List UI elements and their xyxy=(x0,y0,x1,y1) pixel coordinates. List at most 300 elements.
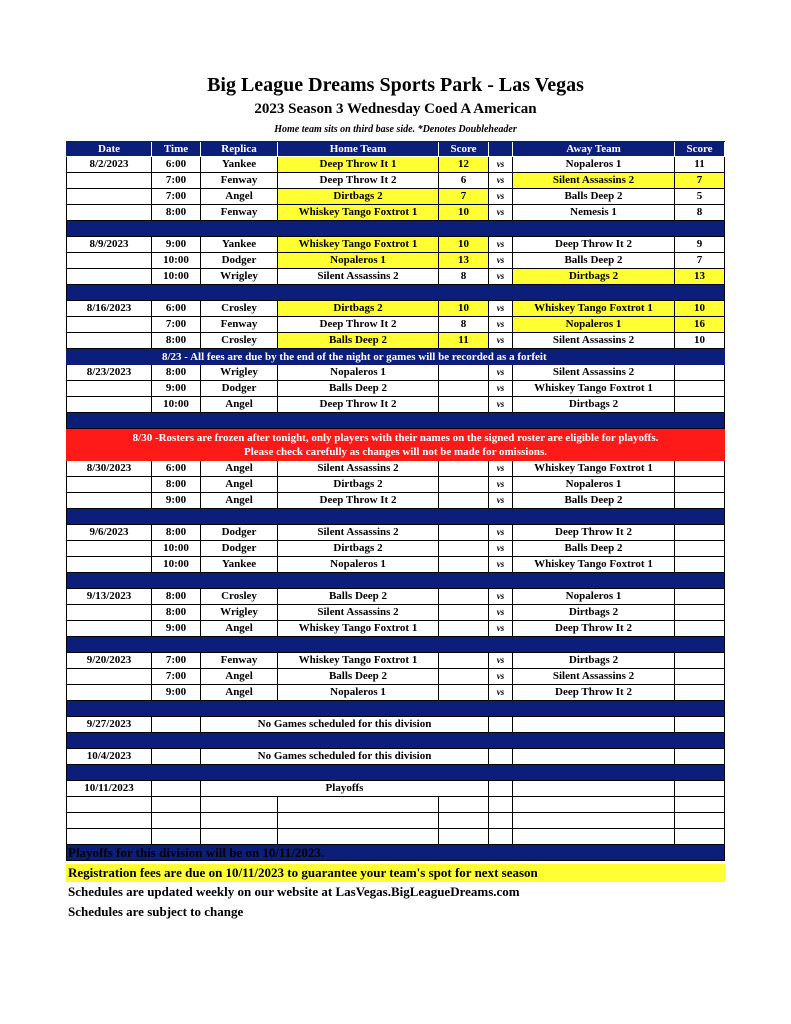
game-time xyxy=(152,781,201,797)
game-field: Crosley xyxy=(201,333,278,349)
vs-label: vs xyxy=(489,381,513,397)
game-date: 9/27/2023 xyxy=(66,717,152,733)
column-header: Home Team xyxy=(278,142,439,157)
away-score xyxy=(675,381,725,397)
week-separator xyxy=(66,637,725,653)
game-time: 7:00 xyxy=(152,669,201,685)
game-field: Angel xyxy=(201,669,278,685)
away-score xyxy=(675,653,725,669)
empty-cell xyxy=(513,829,675,845)
empty-cell xyxy=(66,829,152,845)
column-header xyxy=(489,142,513,157)
empty-row xyxy=(66,813,725,829)
game-date xyxy=(66,253,152,269)
merged-note: No Games scheduled for this division xyxy=(201,717,489,733)
game-field: Angel xyxy=(201,621,278,637)
vs-label: vs xyxy=(489,189,513,205)
home-score: 10 xyxy=(439,301,489,317)
home-score: 13 xyxy=(439,253,489,269)
away-score xyxy=(675,397,725,413)
away-team xyxy=(513,717,675,733)
home-score xyxy=(439,525,489,541)
away-team: Balls Deep 2 xyxy=(513,189,675,205)
game-date: 8/23/2023 xyxy=(66,365,152,381)
empty-cell xyxy=(489,829,513,845)
table-header-row xyxy=(66,141,725,157)
away-score: 13 xyxy=(675,269,725,285)
game-date: 9/6/2023 xyxy=(66,525,152,541)
home-team: Dirtbags 2 xyxy=(278,301,439,317)
game-row xyxy=(66,621,725,637)
game-date xyxy=(66,541,152,557)
vs-label: vs xyxy=(489,205,513,221)
vs-label: vs xyxy=(489,397,513,413)
schedule-table xyxy=(66,141,725,861)
home-score xyxy=(439,621,489,637)
home-score: 6 xyxy=(439,173,489,189)
home-score: 11 xyxy=(439,333,489,349)
schedule-note: Home team sits on third base side. *Denotes Doubleheader xyxy=(274,124,517,135)
game-field: Fenway xyxy=(201,205,278,221)
footer-playoffs-note: Playoffs for this division will be on 10/11/2023. xyxy=(68,845,325,860)
game-field: Crosley xyxy=(201,301,278,317)
roster-freeze-banner xyxy=(66,429,725,461)
vs-label: vs xyxy=(489,269,513,285)
vs-label: vs xyxy=(489,493,513,509)
vs-label: vs xyxy=(489,173,513,189)
column-header: Time xyxy=(152,142,201,157)
game-date: 9/20/2023 xyxy=(66,653,152,669)
game-time: 6:00 xyxy=(152,157,201,173)
game-field: Angel xyxy=(201,685,278,701)
empty-cell xyxy=(201,797,278,813)
empty-cell xyxy=(489,813,513,829)
vs-label: vs xyxy=(489,157,513,173)
game-date xyxy=(66,189,152,205)
game-row xyxy=(66,333,725,349)
no-games-row xyxy=(66,781,725,797)
vs-label xyxy=(489,781,513,797)
game-row xyxy=(66,173,725,189)
away-score xyxy=(675,365,725,381)
vs-label: vs xyxy=(489,301,513,317)
empty-cell xyxy=(439,797,489,813)
game-row xyxy=(66,541,725,557)
game-field: Angel xyxy=(201,477,278,493)
column-header: Replica xyxy=(201,142,278,157)
vs-label: vs xyxy=(489,461,513,477)
away-score: 8 xyxy=(675,205,725,221)
away-score xyxy=(675,605,725,621)
game-date xyxy=(66,317,152,333)
footer-website-note: Schedules are updated weekly on our website at LasVegas.BigLeagueDreams.com xyxy=(68,884,520,899)
away-team: Nemesis 1 xyxy=(513,205,675,221)
empty-cell xyxy=(675,797,725,813)
away-team: Nopaleros 1 xyxy=(513,589,675,605)
away-score xyxy=(675,477,725,493)
home-team: Silent Assassins 2 xyxy=(278,525,439,541)
away-team xyxy=(513,749,675,765)
home-score xyxy=(439,397,489,413)
week-separator xyxy=(66,509,725,525)
game-time: 9:00 xyxy=(152,237,201,253)
home-score xyxy=(439,461,489,477)
away-team: Dirtbags 2 xyxy=(513,653,675,669)
away-team: Deep Throw It 2 xyxy=(513,525,675,541)
away-team: Balls Deep 2 xyxy=(513,253,675,269)
home-team: Deep Throw It 2 xyxy=(278,493,439,509)
week-separator xyxy=(66,765,725,781)
away-team: Whiskey Tango Foxtrot 1 xyxy=(513,557,675,573)
home-team: Whiskey Tango Foxtrot 1 xyxy=(278,621,439,637)
home-team: Nopaleros 1 xyxy=(278,253,439,269)
game-field: Crosley xyxy=(201,589,278,605)
away-score xyxy=(675,461,725,477)
home-team: Deep Throw It 2 xyxy=(278,317,439,333)
home-team: Balls Deep 2 xyxy=(278,333,439,349)
roster-freeze-line: Please check carefully as changes will not be made for omissions. xyxy=(244,446,547,458)
home-team: Whiskey Tango Foxtrot 1 xyxy=(278,237,439,253)
week-separator xyxy=(66,285,725,301)
game-time: 8:00 xyxy=(152,365,201,381)
away-team xyxy=(513,781,675,797)
vs-label: vs xyxy=(489,253,513,269)
game-row xyxy=(66,237,725,253)
game-date xyxy=(66,685,152,701)
away-team: Whiskey Tango Foxtrot 1 xyxy=(513,381,675,397)
fee-notice-banner: 8/23 - All fees are due by the end of the night or games will be recorded as a forfeit xyxy=(66,349,725,365)
game-time: 6:00 xyxy=(152,461,201,477)
footer-registration-note: Registration fees are due on 10/11/2023 to guarantee your team's spot for next season xyxy=(66,864,725,882)
away-team: Dirtbags 2 xyxy=(513,397,675,413)
away-score xyxy=(675,749,725,765)
away-score xyxy=(675,525,725,541)
vs-label xyxy=(489,717,513,733)
home-score xyxy=(439,589,489,605)
game-row xyxy=(66,653,725,669)
home-team: Silent Assassins 2 xyxy=(278,461,439,477)
game-date: 9/13/2023 xyxy=(66,589,152,605)
vs-label: vs xyxy=(489,653,513,669)
vs-label: vs xyxy=(489,477,513,493)
empty-cell xyxy=(201,813,278,829)
game-field: Dodger xyxy=(201,381,278,397)
game-row xyxy=(66,557,725,573)
game-time: 10:00 xyxy=(152,557,201,573)
away-score: 9 xyxy=(675,237,725,253)
empty-cell xyxy=(278,813,439,829)
game-time: 10:00 xyxy=(152,541,201,557)
merged-note: Playoffs xyxy=(201,781,489,797)
footer-change-note: Schedules are subject to change xyxy=(68,904,244,919)
week-separator xyxy=(66,221,725,237)
game-time: 9:00 xyxy=(152,685,201,701)
vs-label: vs xyxy=(489,317,513,333)
game-time: 10:00 xyxy=(152,253,201,269)
game-date xyxy=(66,557,152,573)
vs-label: vs xyxy=(489,669,513,685)
empty-cell xyxy=(675,813,725,829)
game-row xyxy=(66,605,725,621)
home-team: Silent Assassins 2 xyxy=(278,605,439,621)
home-score xyxy=(439,605,489,621)
game-date xyxy=(66,669,152,685)
away-team: Silent Assassins 2 xyxy=(513,173,675,189)
away-team: Deep Throw It 2 xyxy=(513,237,675,253)
game-time xyxy=(152,717,201,733)
game-date: 8/30/2023 xyxy=(66,461,152,477)
vs-label: vs xyxy=(489,541,513,557)
game-date: 10/4/2023 xyxy=(66,749,152,765)
away-score: 16 xyxy=(675,317,725,333)
game-field: Yankee xyxy=(201,157,278,173)
vs-label xyxy=(489,749,513,765)
game-row xyxy=(66,589,725,605)
home-score xyxy=(439,477,489,493)
home-score xyxy=(439,653,489,669)
away-score: 5 xyxy=(675,189,725,205)
game-time xyxy=(152,749,201,765)
game-time: 6:00 xyxy=(152,301,201,317)
away-score xyxy=(675,717,725,733)
game-time: 7:00 xyxy=(152,653,201,669)
away-team: Silent Assassins 2 xyxy=(513,669,675,685)
game-field: Fenway xyxy=(201,173,278,189)
game-time: 7:00 xyxy=(152,173,201,189)
game-field: Wrigley xyxy=(201,365,278,381)
home-score: 7 xyxy=(439,189,489,205)
no-games-row xyxy=(66,717,725,733)
game-time: 8:00 xyxy=(152,525,201,541)
column-header: Score xyxy=(675,142,725,157)
game-row xyxy=(66,669,725,685)
empty-cell xyxy=(439,829,489,845)
away-score xyxy=(675,493,725,509)
game-row xyxy=(66,477,725,493)
home-team: Deep Throw It 2 xyxy=(278,173,439,189)
empty-cell xyxy=(152,797,201,813)
week-separator xyxy=(66,733,725,749)
game-time: 9:00 xyxy=(152,381,201,397)
away-score xyxy=(675,621,725,637)
away-score: 10 xyxy=(675,301,725,317)
vs-label: vs xyxy=(489,605,513,621)
game-time: 8:00 xyxy=(152,477,201,493)
game-row xyxy=(66,685,725,701)
vs-label: vs xyxy=(489,621,513,637)
game-time: 10:00 xyxy=(152,397,201,413)
game-date xyxy=(66,397,152,413)
game-time: 8:00 xyxy=(152,205,201,221)
empty-cell xyxy=(513,813,675,829)
away-team: Nopaleros 1 xyxy=(513,317,675,333)
game-date xyxy=(66,205,152,221)
game-date xyxy=(66,477,152,493)
game-date xyxy=(66,381,152,397)
away-team: Silent Assassins 2 xyxy=(513,333,675,349)
game-row xyxy=(66,189,725,205)
game-date: 8/9/2023 xyxy=(66,237,152,253)
away-score: 11 xyxy=(675,157,725,173)
game-date xyxy=(66,333,152,349)
away-score: 10 xyxy=(675,333,725,349)
vs-label: vs xyxy=(489,525,513,541)
game-row xyxy=(66,493,725,509)
empty-cell xyxy=(439,813,489,829)
game-date xyxy=(66,605,152,621)
home-team: Nopaleros 1 xyxy=(278,557,439,573)
game-row xyxy=(66,525,725,541)
home-team: Dirtbags 2 xyxy=(278,189,439,205)
empty-row xyxy=(66,829,725,845)
game-row xyxy=(66,269,725,285)
column-header: Away Team xyxy=(513,142,675,157)
away-score xyxy=(675,781,725,797)
game-field: Yankee xyxy=(201,237,278,253)
away-score xyxy=(675,589,725,605)
home-score: 8 xyxy=(439,269,489,285)
column-header: Date xyxy=(66,142,152,157)
home-score xyxy=(439,365,489,381)
empty-cell xyxy=(675,829,725,845)
game-date: 8/16/2023 xyxy=(66,301,152,317)
away-team: Nopaleros 1 xyxy=(513,477,675,493)
game-date: 8/2/2023 xyxy=(66,157,152,173)
empty-cell xyxy=(152,813,201,829)
away-score xyxy=(675,685,725,701)
empty-cell xyxy=(489,797,513,813)
home-team: Whiskey Tango Foxtrot 1 xyxy=(278,205,439,221)
game-field: Angel xyxy=(201,189,278,205)
week-separator xyxy=(66,413,725,429)
away-team: Balls Deep 2 xyxy=(513,493,675,509)
home-score xyxy=(439,493,489,509)
game-field: Wrigley xyxy=(201,269,278,285)
home-score: 12 xyxy=(439,157,489,173)
home-team: Dirtbags 2 xyxy=(278,541,439,557)
game-row xyxy=(66,461,725,477)
game-time: 8:00 xyxy=(152,605,201,621)
game-date: 10/11/2023 xyxy=(66,781,152,797)
home-team: Balls Deep 2 xyxy=(278,589,439,605)
home-score: 10 xyxy=(439,237,489,253)
home-team: Deep Throw It 1 xyxy=(278,157,439,173)
game-time: 9:00 xyxy=(152,493,201,509)
empty-cell xyxy=(66,797,152,813)
game-row xyxy=(66,397,725,413)
game-date xyxy=(66,493,152,509)
empty-cell xyxy=(513,797,675,813)
page-subtitle: 2023 Season 3 Wednesday Coed A American xyxy=(254,101,537,117)
game-field: Yankee xyxy=(201,557,278,573)
game-row xyxy=(66,381,725,397)
roster-freeze-line: 8/30 -Rosters are frozen after tonight, only players with their names on the signed roster are eligible for playoffs. xyxy=(132,432,659,444)
game-field: Fenway xyxy=(201,317,278,333)
home-team: Whiskey Tango Foxtrot 1 xyxy=(278,653,439,669)
away-score xyxy=(675,557,725,573)
game-field: Dodger xyxy=(201,541,278,557)
home-team: Balls Deep 2 xyxy=(278,381,439,397)
away-team: Deep Throw It 2 xyxy=(513,685,675,701)
home-score xyxy=(439,557,489,573)
away-team: Silent Assassins 2 xyxy=(513,365,675,381)
empty-cell xyxy=(152,829,201,845)
empty-cell xyxy=(278,829,439,845)
home-score xyxy=(439,541,489,557)
game-time: 8:00 xyxy=(152,589,201,605)
home-score: 10 xyxy=(439,205,489,221)
game-field: Dodger xyxy=(201,253,278,269)
home-team: Deep Throw It 2 xyxy=(278,397,439,413)
game-time: 9:00 xyxy=(152,621,201,637)
home-team: Dirtbags 2 xyxy=(278,477,439,493)
game-row xyxy=(66,317,725,333)
vs-label: vs xyxy=(489,237,513,253)
vs-label: vs xyxy=(489,365,513,381)
away-score: 7 xyxy=(675,173,725,189)
away-team: Whiskey Tango Foxtrot 1 xyxy=(513,301,675,317)
merged-note: No Games scheduled for this division xyxy=(201,749,489,765)
away-team: Whiskey Tango Foxtrot 1 xyxy=(513,461,675,477)
game-field: Angel xyxy=(201,493,278,509)
game-date xyxy=(66,621,152,637)
home-team: Nopaleros 1 xyxy=(278,365,439,381)
game-field: Angel xyxy=(201,397,278,413)
game-time: 8:00 xyxy=(152,333,201,349)
home-team: Silent Assassins 2 xyxy=(278,269,439,285)
away-team: Nopaleros 1 xyxy=(513,157,675,173)
page-title: Big League Dreams Sports Park - Las Vegas xyxy=(207,74,584,96)
away-team: Dirtbags 2 xyxy=(513,605,675,621)
empty-row xyxy=(66,797,725,813)
empty-cell xyxy=(278,797,439,813)
game-row xyxy=(66,205,725,221)
home-score: 8 xyxy=(439,317,489,333)
game-time: 7:00 xyxy=(152,317,201,333)
week-separator xyxy=(66,573,725,589)
empty-cell xyxy=(66,813,152,829)
game-date xyxy=(66,269,152,285)
game-field: Angel xyxy=(201,461,278,477)
vs-label: vs xyxy=(489,333,513,349)
game-time: 10:00 xyxy=(152,269,201,285)
game-row xyxy=(66,301,725,317)
away-score: 7 xyxy=(675,253,725,269)
week-separator xyxy=(66,701,725,717)
game-row xyxy=(66,365,725,381)
home-score xyxy=(439,685,489,701)
game-row xyxy=(66,253,725,269)
game-field: Dodger xyxy=(201,525,278,541)
no-games-row xyxy=(66,749,725,765)
away-team: Balls Deep 2 xyxy=(513,541,675,557)
home-score xyxy=(439,669,489,685)
away-score xyxy=(675,541,725,557)
away-score xyxy=(675,669,725,685)
game-field: Fenway xyxy=(201,653,278,669)
game-row xyxy=(66,157,725,173)
game-field: Wrigley xyxy=(201,605,278,621)
away-team: Deep Throw It 2 xyxy=(513,621,675,637)
home-team: Nopaleros 1 xyxy=(278,685,439,701)
game-time: 7:00 xyxy=(152,189,201,205)
game-date xyxy=(66,173,152,189)
home-team: Balls Deep 2 xyxy=(278,669,439,685)
away-team: Dirtbags 2 xyxy=(513,269,675,285)
vs-label: vs xyxy=(489,589,513,605)
column-header: Score xyxy=(439,142,489,157)
vs-label: vs xyxy=(489,557,513,573)
